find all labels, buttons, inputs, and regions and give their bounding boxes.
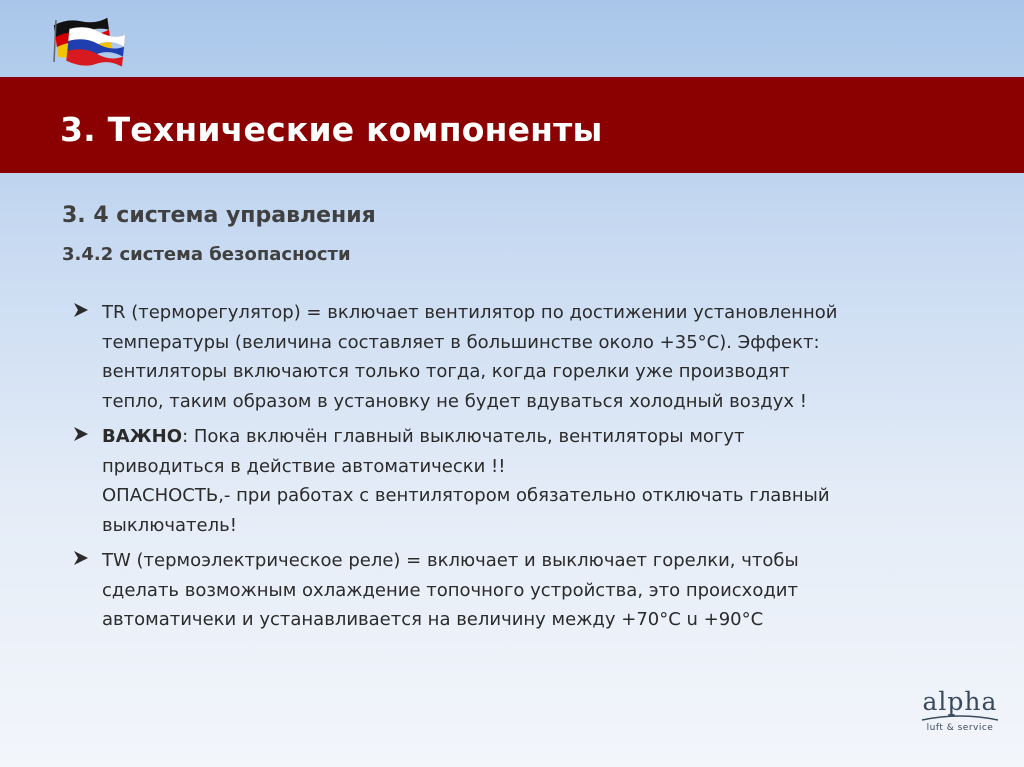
bullet-item-tr — [72, 298, 952, 416]
bullet-line: тепло, таким образом в установку не будет вдуваться холодный воздух ! — [102, 390, 807, 412]
bullet-list — [72, 298, 952, 641]
brand-logo — [918, 688, 1002, 734]
bullet-line: температуры (величина составляет в большинстве около +35°C). Эффект: — [102, 331, 820, 353]
arrow-bullet-icon — [72, 425, 90, 443]
bullet-line: автоматичеки и устанавливается на величину между +70°C u +90°C — [102, 609, 764, 630]
brand-tagline: luft & service — [926, 723, 994, 733]
bullet-line: TW (термоэлектрическое реле) = включает и выключает горелки, чтобы — [102, 550, 799, 571]
section-subsubtitle: 3.4.2 система безопасности — [62, 244, 351, 265]
germany-russia-flags-icon — [48, 14, 128, 70]
bullet-line: TR (терморегулятор) = включает вентилятор по достижении установленной — [102, 302, 838, 323]
bullet-line: ОПАСНОСТЬ,- при работах с вентилятором обязательно отключать главный — [102, 485, 830, 506]
bullet-line-rest: : Пока включён главный выключатель, вентиляторы могут — [182, 426, 745, 447]
arrow-bullet-icon — [72, 301, 90, 319]
brand-name: alpha — [922, 687, 998, 716]
arrow-bullet-icon — [72, 549, 90, 567]
bullet-line: приводиться в действие автоматически !! — [102, 455, 506, 477]
bullet-line: вентиляторы включаются только тогда, когда горелки уже производят — [102, 361, 790, 382]
slide-title: 3. Технические компоненты — [60, 110, 603, 149]
bullet-line: сделать возможным охлаждение топочного устройства, это происходит — [102, 579, 798, 601]
bullet-line: выключатель! — [102, 514, 237, 536]
bullet-line — [102, 422, 952, 452]
bullet-item-tw — [72, 546, 952, 635]
bullet-item-important — [72, 422, 952, 540]
important-label: ВАЖНО — [102, 426, 183, 447]
section-subtitle: 3. 4 система управления — [62, 203, 376, 228]
